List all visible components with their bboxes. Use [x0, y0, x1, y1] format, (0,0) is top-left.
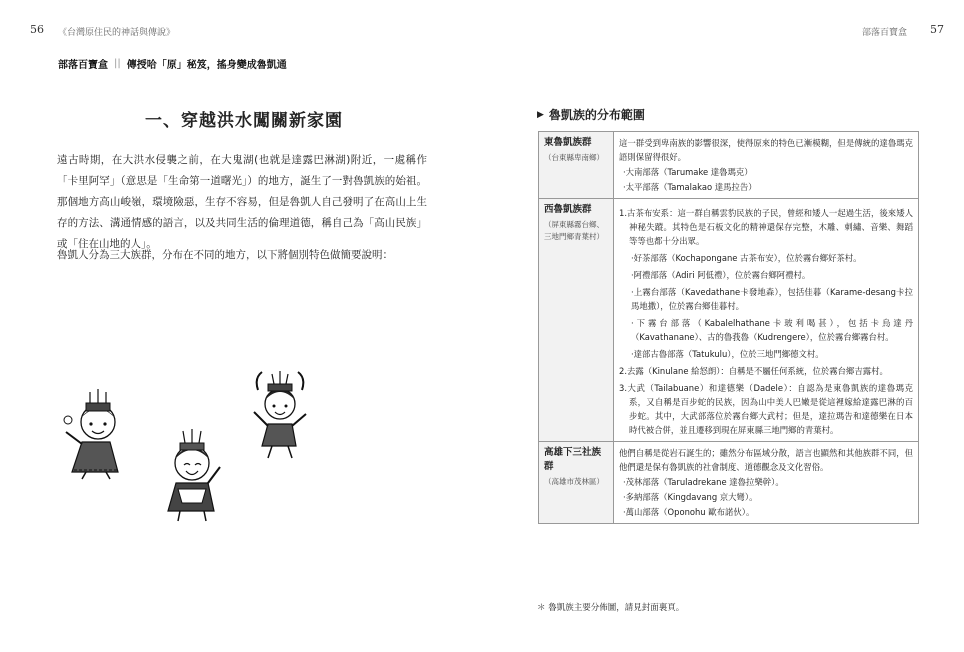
rukai-child-figure-2 — [158, 425, 228, 525]
tribe-item: ‧萬山部落（Oponohu 歐布諾伙）。 — [623, 507, 755, 517]
chapter-heading: 一、穿越洪水闖關新家園 — [145, 111, 343, 131]
table-title-text: 魯凱族的分布範圍 — [548, 108, 645, 122]
group-location: （台東縣卑南鄉） — [544, 153, 604, 162]
group-location: （高雄市茂林區） — [544, 477, 604, 486]
section-separator: || — [114, 58, 121, 69]
triangle-bullet-icon: ▶ — [537, 109, 544, 120]
right-page-number: 57 — [930, 23, 944, 36]
tribe-item: ‧達部古魯部落（Tatukulu），位於三地門鄉德文村。 — [631, 349, 824, 359]
tribe-item: ‧阿禮部落（Adiri 阿低禮），位於霧台鄉阿禮村。 — [631, 270, 811, 280]
tribe-item: ‧大南部落（Tarumake 達魯瑪克） — [623, 167, 753, 177]
tribe-item: ‧太平部落（Tamalakao 達馬拉告） — [623, 182, 757, 192]
subgroup-text: 1.古茶布安系：這一群自稱雲豹民族的子民，曾經和矮人一起過生活，後來矮人神秘失蹤。其特色是石板文化的精神還保存完整，木雕、刺繡、音樂、舞蹈等等也都十分出眾。 — [619, 208, 913, 246]
group-cell — [539, 442, 614, 524]
left-page-number: 56 — [30, 23, 44, 36]
group-cell — [539, 199, 614, 442]
group-name: 東魯凱族群 — [544, 137, 592, 148]
table-row-east — [539, 132, 919, 199]
group-location: （屏東縣霧台鄉、三地門鄉青葉村） — [544, 220, 604, 241]
group-detail-cell — [614, 132, 919, 199]
tribe-item: ‧多納部落（Kingdavang 京大彎）。 — [623, 492, 758, 502]
table-title — [537, 106, 645, 123]
subgroup-text: 2.去露（Kinulane 給怒朗）：自稱是不屬任何系統，位於霧台鄉吉露村。 — [619, 366, 888, 376]
rukai-child-figure-1 — [60, 380, 140, 480]
footnote: ＊ 魯凱族主要分佈圖，請見封面裏頁。 — [537, 603, 685, 613]
rukai-child-figure-3 — [250, 368, 310, 463]
subgroup-text: 3.大武（Tailabuane）和達德樂（Dadele）：自認為是東魯凱族的達魯瑪克系，又自稱是百步蛇的民族，因為山中美人巴嫩是從這裡嫁給達露巴淋的百步蛇。其中，大武部落位於霧台鄉大武村；但是，達拉瑪告和達德樂在日本時代被合併，並且遷移到現在屏東縣三地門鄉的青葉村。 — [619, 383, 913, 435]
distribution-table — [538, 131, 919, 524]
tribe-item: ‧上霧台部落（Kavedathane卡發地森），包括佳暮（Karame-desang卡拉馬地撒），位於霧台鄉佳暮村。 — [631, 287, 913, 311]
right-running-head: 部落百寶盒 — [862, 28, 908, 38]
table-row-west — [539, 199, 919, 442]
tribe-item: ‧茂林部落（Taruladrekane 達魯拉樂幹）。 — [623, 477, 784, 487]
group-detail-cell — [614, 199, 919, 442]
group-name: 高雄下三社族群 — [544, 447, 602, 472]
table-row-kaohsiung — [539, 442, 919, 524]
section-label: 部落百寶盒 — [58, 60, 108, 71]
section-tag — [58, 56, 287, 71]
paragraph-2: 魯凱人分為三大族群，分布在不同的地方，以下將個別特色做簡要說明： — [57, 249, 393, 261]
group-name: 西魯凱族群 — [544, 204, 592, 215]
group-description: 他們自稱是從岩石誕生的；雖然分布區域分散，語言也顯然和其他族群不同，但他們還是保有魯凱族的社會制度、道德觀念及文化習俗。 — [619, 448, 913, 472]
tribe-item: ‧好茶部落（Kochapongane 古茶布安），位於霧台鄉好茶村。 — [631, 253, 862, 263]
section-subtitle: 傳授哈「原」秘笈，搖身變成魯凱通 — [126, 60, 287, 71]
tribe-item: ‧下霧台部落（Kabalelhathane卡玻利喝甚），包括卡烏達丹（Kavathanane）、古的魯莪魯（Kudrengere），位於霧台鄉霧台村。 — [631, 318, 913, 342]
group-description: 這一群受到卑南族的影響很深，使得原來的特色已漸模糊，但是傳統的達魯瑪克語則保留得很好。 — [619, 138, 913, 162]
group-cell — [539, 132, 614, 199]
paragraph-1: 遠古時期，在大洪水侵襲之前，在大鬼湖(也就是達露巴淋湖)附近，一處稱作「卡里阿罕」（意思是「生命第一道曙光」）的地方，誕生了一對魯凱族的始祖。那個地方高山峻嶺，環境險惡，生存不容易，但是魯凱人自己發明了在高山上生存的方法、溝通情感的語言，以及共同生活的倫理道德，稱自己為「高山民族」或「住在山地的人」。 — [57, 154, 427, 250]
group-detail-cell — [614, 442, 919, 524]
left-running-head: 《台灣原住民的神話與傳說》 — [58, 28, 176, 38]
